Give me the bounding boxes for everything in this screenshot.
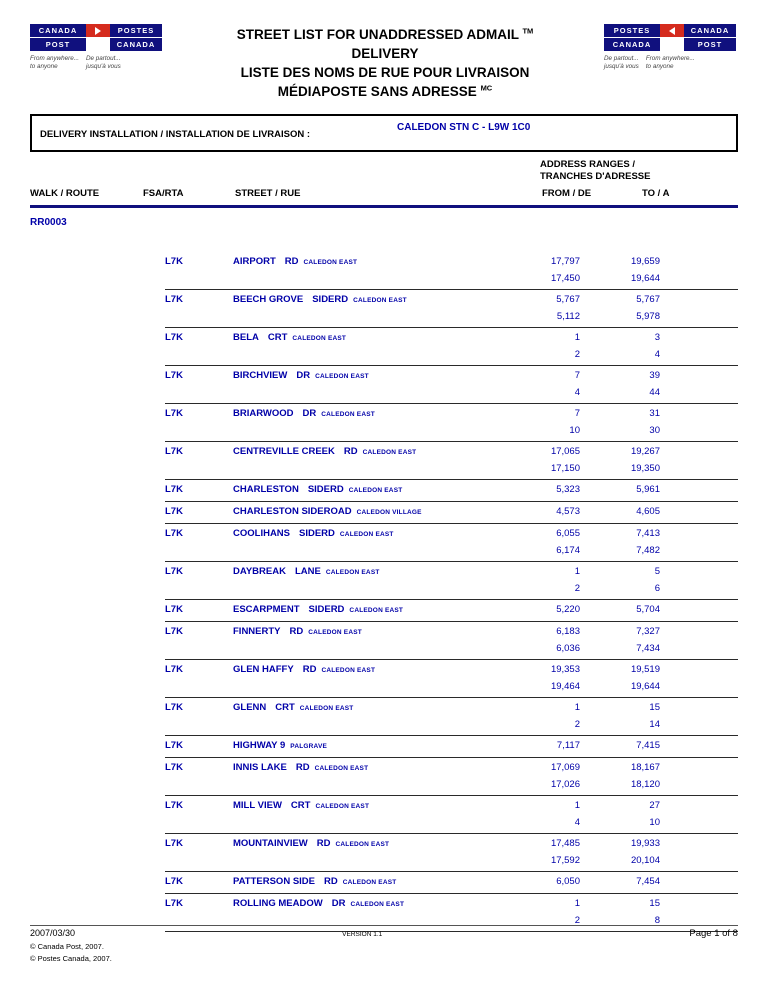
wing-chevron-icon [660, 24, 684, 37]
entry-street-name: ESCARPMENT [233, 603, 300, 615]
header-divider-rule [30, 205, 738, 208]
entry-street-name: GLEN HAFFY [233, 663, 294, 675]
entry-to-2: 19,350 [630, 462, 660, 474]
entry-line-1 [165, 482, 738, 499]
entry-street-name: BRIARWOOD [233, 407, 294, 419]
entry-street [233, 874, 500, 891]
entry-to-1: 18,167 [630, 761, 660, 773]
entry-fsa: L7K [165, 603, 183, 615]
entry-city: CALEDON EAST [299, 704, 354, 712]
walk-route-id: RR0003 [30, 216, 67, 228]
entry-to-1: 27 [649, 799, 660, 811]
entry-fsa: L7K [165, 407, 183, 419]
street-table [30, 252, 738, 932]
entry-street-type: RD [295, 761, 310, 773]
entry-street [233, 504, 500, 521]
wing-chevron-icon [86, 24, 110, 37]
footer-row [30, 928, 738, 939]
installation-label: DELIVERY INSTALLATION / INSTALLATION DE LIVRAISON : [40, 128, 311, 140]
entry-street-type: SIDERD [312, 293, 349, 305]
entry-street-name: HIGHWAY 9 [233, 739, 286, 751]
logo-text-post: POST [30, 38, 86, 51]
tagline-en [30, 55, 79, 71]
title-line-4: MÉDIAPOSTE SANS ADRESSE $^{MC}$ [277, 83, 493, 99]
entry-street-name: BIRCHVIEW [233, 369, 288, 381]
entry-from-1: 17,485 [550, 837, 580, 849]
trademark-sup: MC [480, 83, 493, 93]
entry-to-1: 31 [649, 407, 660, 419]
street-entry [165, 290, 738, 328]
entry-from-1: 17,797 [550, 255, 580, 267]
entry-from-2: 17,592 [550, 854, 580, 866]
entry-street-type: RD [343, 445, 358, 457]
entry-fsa: L7K [165, 897, 183, 909]
entry-line-2 [165, 423, 738, 439]
entry-city: CALEDON EAST [321, 410, 375, 418]
entry-street-name: INNIS LAKE [233, 761, 287, 773]
entry-street [233, 444, 500, 461]
entry-street [233, 564, 500, 581]
entry-from-1: 1 [574, 701, 580, 713]
street-entry [165, 834, 738, 872]
entry-fsa: L7K [165, 445, 183, 457]
entry-from-1: 7,117 [556, 739, 580, 751]
tagline-line: jusqu'à vous [604, 63, 639, 71]
page-header [0, 0, 768, 102]
street-entry [165, 328, 738, 366]
header-to-a: TO / A [642, 187, 670, 199]
entry-fsa: L7K [165, 837, 183, 849]
street-entry [165, 252, 738, 290]
entry-street [233, 738, 500, 755]
entry-fsa: L7K [165, 293, 183, 305]
entry-to-1: 19,519 [630, 663, 660, 675]
street-entry [165, 796, 738, 834]
entry-fsa: L7K [165, 369, 183, 381]
entry-to-1: 7,413 [636, 527, 660, 539]
tagline-line: De partout... [86, 55, 121, 62]
entry-from-2: 17,450 [550, 272, 580, 284]
entry-to-1: 19,933 [630, 837, 660, 849]
entry-street-name: FINNERTY [233, 625, 281, 637]
entry-street [233, 662, 500, 679]
entry-from-2: 17,150 [550, 462, 580, 474]
entry-fsa: L7K [165, 565, 183, 577]
entry-line-2 [165, 461, 738, 477]
entry-street-type: RD [284, 255, 299, 267]
entry-street [233, 624, 500, 641]
entry-line-1 [165, 602, 738, 619]
entry-street [233, 254, 500, 271]
entry-line-2 [165, 271, 738, 287]
entry-city: CALEDON VILLAGE [356, 508, 422, 516]
entry-city: CALEDON EAST [315, 372, 369, 380]
street-entry [165, 872, 738, 894]
entry-fsa: L7K [165, 739, 183, 751]
entry-city: PALGRAVE [290, 742, 328, 750]
entry-from-2: 17,026 [550, 778, 580, 790]
entry-from-1: 1 [574, 897, 580, 909]
entry-city: CALEDON EAST [339, 530, 394, 538]
entry-line-2 [165, 717, 738, 733]
entry-street-type: RD [302, 663, 317, 675]
entry-to-2: 4 [654, 348, 660, 360]
entry-line-1 [165, 896, 738, 913]
logo-text-canada: CANADA [110, 38, 162, 51]
title-line-3: LISTE DES NOMS DE RUE POUR LIVRAISON [240, 64, 530, 80]
street-entry [165, 600, 738, 622]
entry-to-2: 10 [649, 816, 660, 828]
entry-street-name: BEECH GROVE [233, 293, 304, 305]
entry-from-1: 5,323 [556, 483, 580, 495]
entry-to-1: 5,961 [636, 483, 660, 495]
entry-street [233, 602, 500, 619]
street-entry [165, 758, 738, 796]
entry-street-type: SIDERD [308, 603, 345, 615]
street-entry [165, 366, 738, 404]
entry-street [233, 292, 500, 309]
trademark-sup: TM [522, 26, 534, 36]
entry-city: CALEDON EAST [362, 448, 417, 456]
entry-street [233, 798, 500, 815]
footer-copyright [30, 941, 738, 965]
title-line-1: STREET LIST FOR UNADDRESSED ADMAIL ™ [236, 26, 534, 42]
entry-fsa: L7K [165, 875, 183, 887]
entry-street-name: BELA [233, 331, 259, 343]
entry-line-2 [165, 777, 738, 793]
entry-street-type: CRT [267, 331, 288, 343]
entry-to-2: 44 [649, 386, 660, 398]
entry-city: CALEDON EAST [349, 606, 404, 614]
logo-text-post: POST [684, 38, 736, 51]
entry-street [233, 760, 500, 777]
entry-line-2 [165, 679, 738, 695]
tagline-fr [604, 55, 639, 71]
entry-street-name: CENTREVILLE CREEK [233, 445, 335, 457]
entry-street [233, 330, 500, 347]
entry-line-1 [165, 798, 738, 815]
entry-to-1: 7,454 [636, 875, 660, 887]
entry-to-2: 20,104 [630, 854, 660, 866]
entry-line-1 [165, 874, 738, 891]
entry-to-2: 8 [654, 914, 660, 926]
entry-from-2: 2 [574, 348, 580, 360]
entry-line-2 [165, 309, 738, 325]
entry-street-name: MILL VIEW [233, 799, 282, 811]
entry-from-1: 6,050 [556, 875, 580, 887]
delivery-installation-box [30, 114, 738, 152]
header-address-ranges-line1: ADDRESS RANGES / [540, 158, 636, 170]
entry-street-type: SIDERD [299, 527, 335, 539]
entry-city: CALEDON EAST [315, 802, 370, 810]
entry-fsa: L7K [165, 799, 183, 811]
copyright-en: © Canada Post, 2007. [30, 942, 104, 951]
entry-from-2: 2 [574, 582, 580, 594]
logo-text-postes: POSTES [604, 24, 660, 37]
entry-street-type: RD [324, 875, 338, 887]
entry-fsa: L7K [165, 483, 183, 495]
entry-from-1: 4,573 [556, 505, 580, 517]
entry-fsa: L7K [165, 505, 183, 517]
page-footer [30, 925, 738, 965]
entry-line-1 [165, 836, 738, 853]
entry-street-type: CRT [290, 799, 311, 811]
entry-street-name: MOUNTAINVIEW [233, 837, 308, 849]
entry-line-2 [165, 543, 738, 559]
entry-city: CALEDON EAST [314, 764, 369, 772]
street-entry [165, 404, 738, 442]
street-entry [165, 442, 738, 480]
entry-fsa: L7K [165, 663, 183, 675]
canada-post-logo-left [30, 24, 166, 71]
entry-fsa: L7K [165, 625, 183, 637]
entry-street-type: LANE [294, 565, 321, 577]
entry-line-1 [165, 624, 738, 641]
entry-street-type: DR [331, 897, 346, 909]
entry-from-2: 2 [574, 718, 580, 730]
entry-from-2: 10 [569, 424, 580, 436]
table-column-headers [30, 158, 738, 202]
entry-to-1: 5,704 [636, 603, 660, 615]
entry-city: CALEDON EAST [308, 628, 362, 636]
entry-line-1 [165, 504, 738, 521]
entry-street-type: RD [316, 837, 331, 849]
entry-to-2: 30 [649, 424, 660, 436]
tagline-line: From anywhere... [645, 55, 695, 62]
entry-street-name: CHARLESTON [233, 483, 299, 495]
entry-street-type: SIDERD [307, 483, 344, 495]
entry-from-1: 7 [574, 369, 580, 381]
entry-city: CALEDON EAST [353, 296, 407, 304]
entry-line-2 [165, 347, 738, 363]
entry-street-name: ROLLING MEADOW [233, 897, 323, 909]
logo-taglines [30, 55, 166, 71]
entry-fsa: L7K [165, 331, 183, 343]
logo-row [30, 24, 166, 37]
entry-line-1 [165, 330, 738, 347]
entry-from-2: 6,174 [556, 544, 580, 556]
footer-page-number: Page 1 of 8 [689, 928, 738, 939]
tagline-line: to anyone [30, 63, 58, 71]
entry-from-2: 5,112 [556, 310, 580, 322]
entry-line-1 [165, 700, 738, 717]
header-fsa-rta: FSA/RTA [143, 187, 184, 199]
entry-street-type: DR [296, 369, 311, 381]
tagline-line: From anywhere... [30, 55, 79, 62]
logo-row [604, 38, 740, 51]
page-title [166, 24, 604, 102]
entry-street [233, 368, 500, 385]
street-entry [165, 622, 738, 660]
entry-street-name: PATTERSON SIDE [233, 875, 315, 887]
logo-text-canada: CANADA [604, 38, 660, 51]
entry-from-1: 17,069 [550, 761, 580, 773]
entry-city: CALEDON EAST [303, 258, 358, 266]
entry-to-1: 19,267 [630, 445, 660, 457]
street-entry [165, 502, 738, 524]
entry-from-1: 17,065 [550, 445, 580, 457]
logo-text-canada: CANADA [684, 24, 736, 37]
street-entry [165, 524, 738, 562]
copyright-fr: © Postes Canada, 2007. [30, 954, 112, 963]
entry-to-2: 14 [649, 718, 660, 730]
entry-to-2: 7,434 [636, 642, 660, 654]
entry-line-1 [165, 526, 738, 543]
entry-street [233, 526, 500, 543]
entry-from-1: 6,183 [556, 625, 580, 637]
entry-from-1: 1 [574, 331, 580, 343]
entry-city: CALEDON EAST [325, 568, 380, 576]
entry-from-1: 19,353 [550, 663, 580, 675]
entry-from-1: 5,220 [556, 603, 580, 615]
entry-to-2: 6 [654, 582, 660, 594]
tagline-line: De partout... [604, 55, 639, 62]
logo-text-postes: POSTES [110, 24, 162, 37]
entry-street-name: COOLIHANS [233, 527, 290, 539]
entry-from-2: 6,036 [556, 642, 580, 654]
entry-to-2: 5,978 [636, 310, 660, 322]
entry-to-1: 5 [654, 565, 660, 577]
entry-fsa: L7K [165, 527, 183, 539]
entry-street-type: CRT [275, 701, 295, 713]
entry-city: CALEDON EAST [350, 900, 405, 908]
entry-from-1: 7 [574, 407, 580, 419]
tagline-line: jusqu'à vous [86, 63, 121, 71]
entry-line-1 [165, 738, 738, 755]
entry-to-2: 7,482 [636, 544, 660, 556]
entry-from-2: 4 [574, 386, 580, 398]
entry-from-1: 1 [574, 565, 580, 577]
entry-street [233, 700, 500, 717]
entry-line-2 [165, 641, 738, 657]
entry-street-name: GLENN [233, 701, 267, 713]
entry-to-1: 5,767 [636, 293, 660, 305]
entry-street [233, 406, 500, 423]
entry-fsa: L7K [165, 255, 183, 267]
entry-line-1 [165, 292, 738, 309]
entry-line-1 [165, 760, 738, 777]
entry-from-1: 6,055 [556, 527, 580, 539]
entry-line-1 [165, 406, 738, 423]
entry-to-1: 3 [654, 331, 660, 343]
entry-to-1: 4,605 [636, 505, 660, 517]
entry-city: CALEDON EAST [335, 840, 390, 848]
header-from-de: FROM / DE [542, 187, 592, 199]
entry-to-1: 19,659 [630, 255, 660, 267]
entry-street [233, 482, 500, 499]
entry-to-2: 19,644 [630, 272, 660, 284]
entry-line-2 [165, 385, 738, 401]
header-walk-route: WALK / ROUTE [30, 187, 100, 199]
entry-to-1: 7,415 [636, 739, 660, 751]
tagline-fr [86, 55, 121, 71]
entry-city: CALEDON EAST [292, 334, 347, 342]
header-street-rue: STREET / RUE [235, 187, 301, 199]
entry-from-2: 19,464 [550, 680, 580, 692]
entry-to-2: 18,120 [630, 778, 660, 790]
entry-street-type: DR [302, 407, 317, 419]
logo-row [604, 24, 740, 37]
entry-fsa: L7K [165, 761, 183, 773]
entry-to-2: 19,644 [630, 680, 660, 692]
footer-version: VERSION 1.1 [342, 931, 383, 938]
entry-street [233, 836, 500, 853]
entry-line-1 [165, 444, 738, 461]
entry-from-2: 2 [574, 914, 580, 926]
entry-line-1 [165, 254, 738, 271]
entry-line-2 [165, 853, 738, 869]
street-entry [165, 736, 738, 758]
street-entry [165, 660, 738, 698]
footer-date: 2007/03/30 [30, 928, 76, 938]
entry-line-1 [165, 368, 738, 385]
entry-line-1 [165, 662, 738, 679]
entry-to-1: 15 [649, 897, 660, 909]
entry-city: CALEDON EAST [321, 666, 376, 674]
entry-street-name: CHARLESTON SIDEROAD [233, 505, 352, 517]
entry-street [233, 896, 500, 913]
entry-city: CALEDON EAST [348, 486, 403, 494]
entry-line-2 [165, 815, 738, 831]
tagline-line: to anyone [645, 63, 674, 71]
logo-text-canada: CANADA [30, 24, 86, 37]
street-entry [165, 480, 738, 502]
entry-to-1: 7,327 [636, 625, 660, 637]
entry-city: CALEDON EAST [342, 878, 397, 886]
entry-from-1: 1 [574, 799, 580, 811]
entry-to-1: 15 [649, 701, 660, 713]
street-entry [165, 698, 738, 736]
entry-street-type: RD [289, 625, 304, 637]
entry-street-name: AIRPORT [233, 255, 276, 267]
logo-row [30, 38, 166, 51]
street-entry [165, 562, 738, 600]
installation-value: CALEDON STN C - L9W 1C0 [397, 121, 531, 133]
entry-line-2 [165, 581, 738, 597]
logo-taglines [604, 55, 740, 71]
entry-from-1: 5,767 [556, 293, 580, 305]
entry-from-2: 4 [574, 816, 580, 828]
canada-post-logo-right [604, 24, 740, 71]
entry-fsa: L7K [165, 701, 183, 713]
entry-to-1: 39 [649, 369, 660, 381]
title-line-2: DELIVERY [351, 45, 419, 61]
entry-street-name: DAYBREAK [233, 565, 286, 577]
tagline-en [646, 55, 695, 71]
entry-line-1 [165, 564, 738, 581]
header-address-ranges-line2: TRANCHES D'ADRESSE [540, 170, 651, 182]
